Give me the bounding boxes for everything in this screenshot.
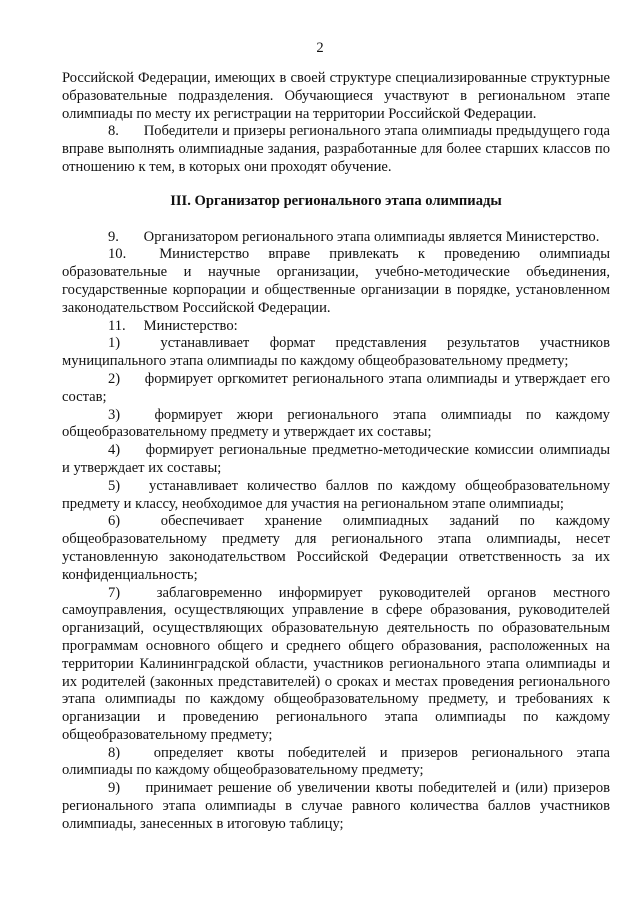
paragraph-number: 8. — [108, 123, 119, 140]
item-number: 2) — [108, 370, 121, 387]
item-number: 5) — [108, 477, 121, 494]
item-text: принимает решение об увеличении квоты победителей и (или) призеров регионального этапа олимпиады в случае равного количества баллов участников олимпиады, занесенных в итоговую таблицу; — [62, 780, 611, 832]
paragraph-number: 10. — [108, 246, 127, 263]
paragraph-10 — [62, 246, 610, 317]
item-number: 3) — [108, 406, 121, 423]
item-text: формирует региональные предметно-методические комиссии олимпиады и утверждает их составы; — [62, 442, 610, 476]
item-text: определяет квоты победителей и призеров регионального этапа олимпиады по каждому общеобразовательному предмету; — [62, 744, 610, 779]
list-item — [62, 407, 610, 443]
list-item — [62, 513, 610, 584]
paragraph-number: 11. — [108, 317, 126, 334]
page-number: 2 — [316, 40, 324, 56]
list-item — [62, 585, 610, 745]
list-item — [62, 335, 610, 371]
item-text: формирует жюри регионального этапа олимпиады по каждому общеобразовательному предмету и утверждает их составы; — [62, 406, 610, 441]
item-text: обеспечивает хранение олимпиадных заданий по каждому общеобразовательному предмету для регионального этапа олимпиады, несет установленную законодательством Российской Федерации ответственность за их конфиденциальность; — [62, 513, 610, 583]
item-number: 8) — [108, 744, 121, 761]
paragraph-8 — [62, 123, 610, 176]
items-list — [62, 335, 610, 833]
list-item — [62, 442, 610, 478]
list-item — [62, 478, 610, 514]
paragraph-text: Министерство вправе привлекать к проведению олимпиады образовательные и научные организации, учебно-методические объединения, государственные корпорации и общественные организации в порядке, установленном законодательством Российской Федерации. — [62, 246, 610, 316]
item-number: 7) — [108, 584, 121, 601]
item-text: устанавливает количество баллов по каждому общеобразовательному предмету и классу, необходимое для участия на региональном этапе олимпиады; — [62, 477, 610, 512]
item-text: формирует оргкомитет регионального этапа олимпиады и утверждает его состав; — [62, 370, 610, 405]
item-text: заблаговременно информирует руководителей органов местного самоуправления, осуществляющих управление в сфере образования, руководителей организаций, осуществляющих образовательную деятельность по образовательным программам основного общего и среднего общего образования, расположенных на территории Калининградской области, участников регионального этапа олимпиады и их родителей (законных представителей) о сроках и местах проведения регионального этапа олимпиады по каждому общеобразовательному предмету, и требованиях к организации и проведению регионального этапа олимпиады по каждому общеобразовательному предмету; — [62, 584, 610, 743]
paragraph-text: Победители и призеры регионального этапа олимпиады предыдущего года вправе выполнять олимпиадные задания, разработанные для более старших классов по отношению к тем, в которых они проходят обучение. — [62, 123, 610, 175]
paragraph-text: Организатором регионального этапа олимпиады является Министерство. — [143, 228, 600, 245]
list-item — [62, 371, 610, 407]
list-item — [62, 780, 610, 833]
paragraph-9 — [62, 229, 610, 247]
document-content — [62, 70, 610, 834]
item-text: устанавливает формат представления результатов участников муниципального этапа олимпиады по каждому общеобразовательному предмету; — [62, 335, 610, 370]
item-number: 6) — [108, 513, 121, 530]
item-number: 1) — [108, 335, 121, 352]
item-number: 4) — [108, 442, 121, 459]
item-number: 9) — [108, 780, 121, 797]
paragraph-text: Министерство: — [143, 317, 238, 334]
list-item — [62, 745, 610, 781]
section-heading: III. Организатор регионального этапа олимпиады — [170, 192, 502, 209]
intro-paragraph: Российской Федерации, имеющих в своей структуре специализированные структурные образовательные подразделения. Обучающиеся участвуют в региональном этапе олимпиады по месту их регистрации на территории Российской Федерации. — [62, 70, 610, 122]
paragraph-11 — [62, 318, 610, 336]
paragraph-number: 9. — [108, 228, 119, 245]
